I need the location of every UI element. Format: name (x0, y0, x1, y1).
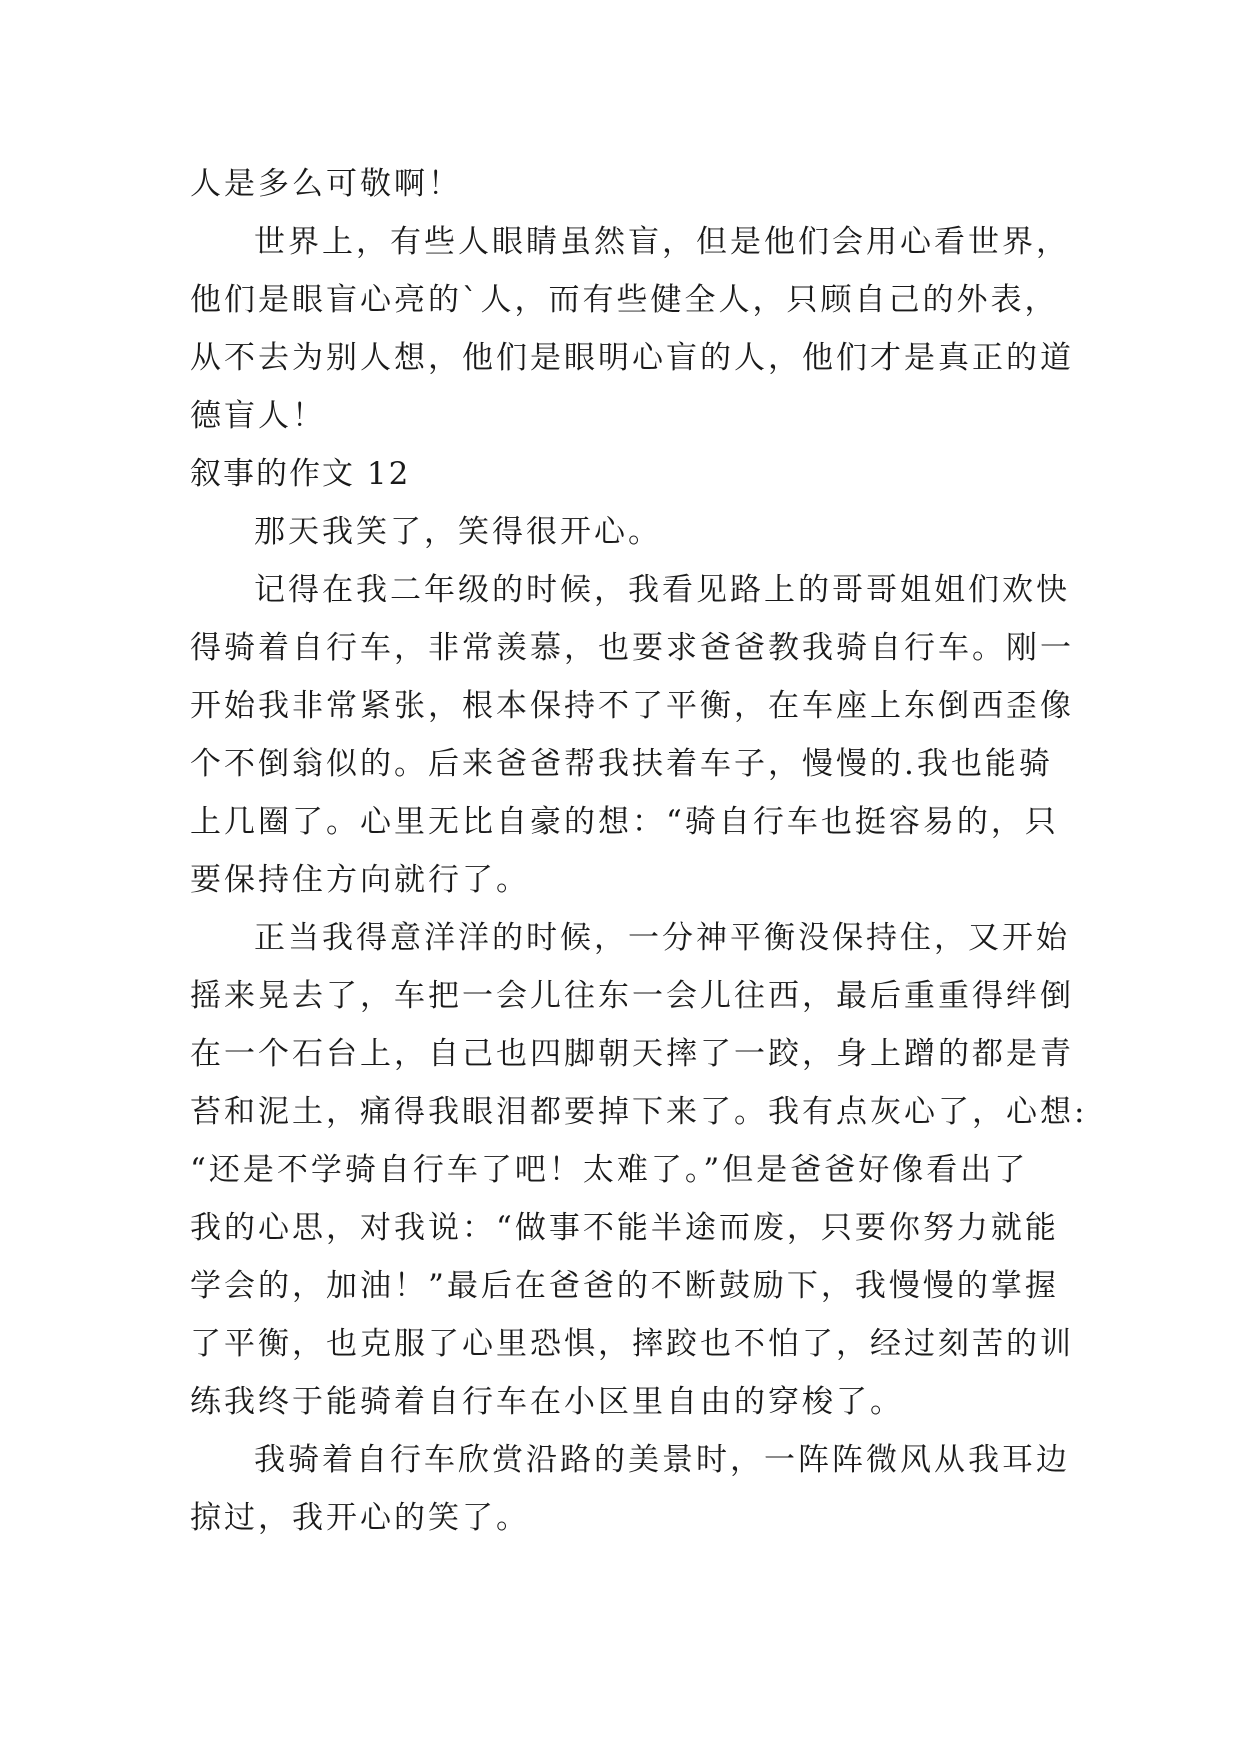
paragraph-start-line: 正当我得意洋洋的时候，一分神平衡没保持住，又开始 (254, 920, 1070, 956)
text-line: 了平衡，也克服了心里恐惧，摔跤也不怕了，经过刻苦的训 (190, 1326, 1074, 1362)
text-line: 得骑着自行车，非常羡慕，也要求爸爸教我骑自行车。刚一 (190, 630, 1074, 666)
text-line: 开始我非常紧张，根本保持不了平衡，在车座上东倒西歪像 (190, 688, 1074, 724)
text-line: 个不倒翁似的。后来爸爸帮我扶着车子，慢慢的.我也能骑 (190, 746, 1053, 782)
text-line: 苔和泥土，痛得我眼泪都要掉下来了。我有点灰心了，心想: (190, 1094, 1088, 1130)
text-line: 学会的，加油！”最后在爸爸的不断鼓励下，我慢慢的掌握 (190, 1268, 1059, 1304)
document-body (190, 155, 1088, 1547)
text-line: 我的心思，对我说：“做事不能半途而废，只要你努力就能 (190, 1210, 1059, 1246)
text-line: 摇来晃去了，车把一会儿往东一会儿往西，最后重重得绊倒 (190, 978, 1074, 1014)
paragraph-start-line: 我骑着自行车欣赏沿路的美景时，一阵阵微风从我耳边 (254, 1442, 1070, 1478)
text-line: 在一个石台上，自己也四脚朝天摔了一跤，身上蹭的都是青 (190, 1036, 1074, 1072)
text-line: 德盲人！ (190, 398, 326, 434)
text-line: “还是不学骑自行车了吧！太难了。”但是爸爸好像看出了 (190, 1152, 1029, 1188)
text-line: 从不去为别人想，他们是眼明心盲的人，他们才是真正的道 (190, 340, 1074, 376)
paragraph-start-line: 那天我笑了，笑得很开心。 (254, 514, 662, 550)
section-heading: 叙事的作文 12 (190, 456, 411, 492)
paragraph-start-line: 记得在我二年级的时候，我看见路上的哥哥姐姐们欢快 (254, 572, 1070, 608)
text-line: 练我终于能骑着自行车在小区里自由的穿梭了。 (190, 1384, 904, 1420)
text-line: 掠过，我开心的笑了。 (190, 1500, 530, 1536)
text-line: 要保持住方向就行了。 (190, 862, 530, 898)
text-line: 他们是眼盲心亮的`人，而有些健全人，只顾自己的外表， (190, 282, 1059, 318)
paragraph-start-line: 世界上，有些人眼睛虽然盲，但是他们会用心看世界， (254, 224, 1070, 260)
text-line: 上几圈了。心里无比自豪的想：“骑自行车也挺容易的，只 (190, 804, 1059, 840)
text-line: 人是多么可敬啊！ (190, 166, 462, 202)
